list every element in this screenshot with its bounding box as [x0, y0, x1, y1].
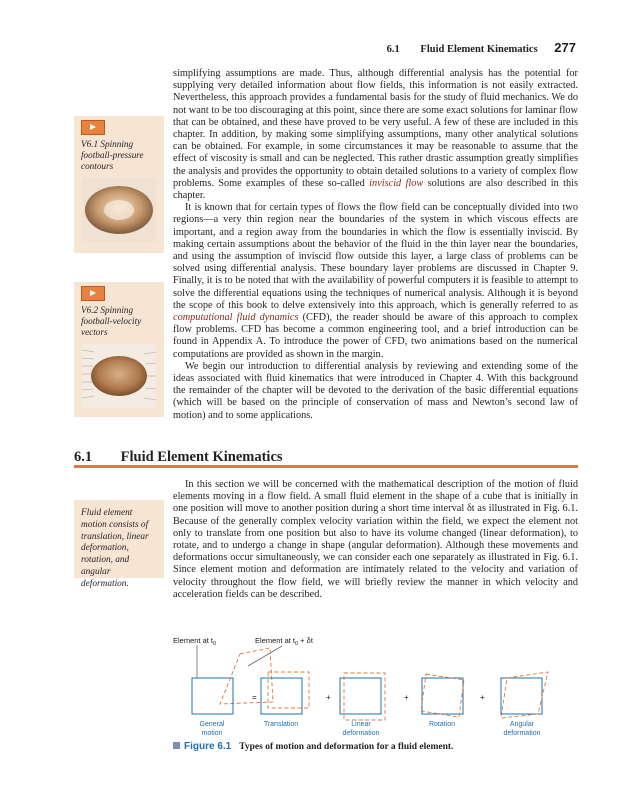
- linear-deformed-element: [344, 673, 385, 720]
- plus-sign-1: +: [326, 693, 331, 702]
- caption-linear-1: Linear: [351, 721, 371, 728]
- caption-square-icon: [173, 742, 180, 749]
- play-icon[interactable]: [81, 120, 105, 135]
- angular-element: [501, 678, 542, 714]
- intro-text: [173, 68, 578, 422]
- intro-paragraph-2: It is known that for certain types of flows the flow field can be conceptually divided into two regions—a very thin region near the boundaries of the system in which viscous effects are important, and a region away from the boundaries in which the flow is essentially inviscid. By making certain assumptions about the behavior of the fluid in the thin layer near the boundaries, and using the assumption of inviscid flow outside this layer, a large class of problems can be solved using differential analysis. These boundary layer problems are discussed in Chapter 9. Finally, it is to be noted that with the availability of powerful computers it is feasible to attempt to solve the differential equations using the techniques of numerical analysis. Although it is beyond the scope of this book to delve extensively into this approach, which is generally referred to as computational fluid dynamics (CFD), the reader should be aware of this approach to complex flow problems. CFD has become a common engineering tool, and a brief introduction can be found in Appendix A. To introduce the power of CFD, two animations based on the numerical computations are provided as shown in the margin.: [173, 202, 578, 360]
- page-number: 277: [554, 40, 576, 55]
- football-velocity-image: [82, 344, 156, 413]
- margin-note: Fluid element motion consists of translation, linear deformation, rotation, and angular deformation.: [74, 500, 164, 578]
- video-caption: V6.1 Spinning football-pressure contours: [81, 139, 144, 171]
- plus-sign-2: +: [404, 693, 409, 702]
- caption-general-1: General: [199, 721, 225, 728]
- figure-caption: [173, 741, 453, 752]
- translation-moved-element: [268, 672, 309, 708]
- cfd-term: computational fluid dynamics: [173, 312, 299, 324]
- figure-6-1: [170, 632, 570, 747]
- equals-sign: =: [252, 693, 257, 702]
- linear-element: [340, 678, 381, 714]
- running-header: [387, 40, 576, 55]
- caption-angular-2: deformation: [503, 730, 541, 737]
- caption-translation: Translation: [263, 721, 299, 728]
- rotation-rotated-element: [421, 674, 464, 717]
- section-title: Fluid Element Kinematics: [120, 449, 283, 465]
- label-element-t1: Element at $t_0 + \delta t$: [255, 636, 313, 647]
- plus-sign-3: +: [480, 693, 485, 702]
- angular-deformed-element: [501, 672, 548, 718]
- header-section-number: 6.1: [386, 44, 400, 55]
- translation-element: [261, 678, 302, 714]
- section-number: 6.1: [74, 449, 93, 465]
- section-paragraph: In this section we will be concerned with the mathematical description of the motion of fluid elements moving in a flow field. A small fluid element in the shape of a cube that is initially in one position will move to another position during a short time interval δt as illustrated in Fig. 6.1. Because of the generally complex velocity variation within the field, we expect the element not only to translate from one position but also to have its volume changed (linear deformation), to rotate, and to undergo a change in shape (angular deformation). Although these movements and deformations occur simultaneously, we can consider each one separately as illustrated in Fig. 6.1. Since element motion and deformation are intimately related to the velocity and variation of velocity throughout the flow field, we will briefly review the manner in which velocity and acceleration fields can be described.: [173, 479, 578, 600]
- caption-angular-1: Angular: [509, 721, 535, 728]
- header-section-title: Fluid Element Kinematics: [420, 44, 538, 55]
- section-text: [173, 479, 578, 601]
- rotation-element: [422, 678, 463, 714]
- arrow-t1: [248, 646, 282, 666]
- figure-label: Figure 6.1: [184, 741, 232, 752]
- general-element: [192, 678, 233, 714]
- caption-general-2: motion: [201, 730, 223, 737]
- section-rule: [74, 465, 578, 468]
- inviscid-flow-term: inviscid flow: [369, 177, 424, 189]
- label-element-t0: Element at $t_0$: [173, 636, 217, 647]
- figure-caption-text: Types of motion and deformation for a fluid element.: [239, 742, 454, 752]
- video-caption: V6.2 Spinning football-velocity vectors: [81, 305, 142, 337]
- margin-video-2[interactable]: [74, 282, 164, 417]
- football-pressure-image: [82, 178, 156, 247]
- general-deformed-element: [220, 648, 273, 704]
- caption-rotation: Rotation: [428, 721, 456, 728]
- caption-linear-2: deformation: [342, 730, 380, 737]
- intro-paragraph-1: simplifying assumptions are made. Thus, although differential analysis has the potential for supplying very detailed information about flow fields, this information is not easily extracted. Nevertheless, this approach provides a fundamental basis for the study of fluid mechanics. We do not want to be too discouraging at this point, since there are some exact solutions for laminar flow that can be obtained, and these have proved to be very useful. A few of these are included in this chapter. In addition, by making some simplifying assumptions, many other analytical solutions can be obtained. For example, in some circumstances it may be reasonable to assume that the effect of viscosity is small and can be neglected. This rather drastic assumption greatly simplifies the analysis and provides the opportunity to obtain detailed solutions to a variety of complex flow problems. Some examples of these so-called inviscid flow solutions are also described in this chapter.: [173, 68, 578, 202]
- margin-video-1[interactable]: [74, 116, 164, 253]
- intro-paragraph-3: We begin our introduction to differential analysis by reviewing and extending some of the ideas associated with fluid kinematics that were introduced in Chapter 4. With this background the remainder of the chapter will be devoted to the derivation of the basic differential equations (which will be based on the principle of conservation of mass and Newton’s second law of motion) and to some applications.: [173, 360, 578, 421]
- section-heading: [74, 449, 578, 466]
- play-icon[interactable]: [81, 286, 105, 301]
